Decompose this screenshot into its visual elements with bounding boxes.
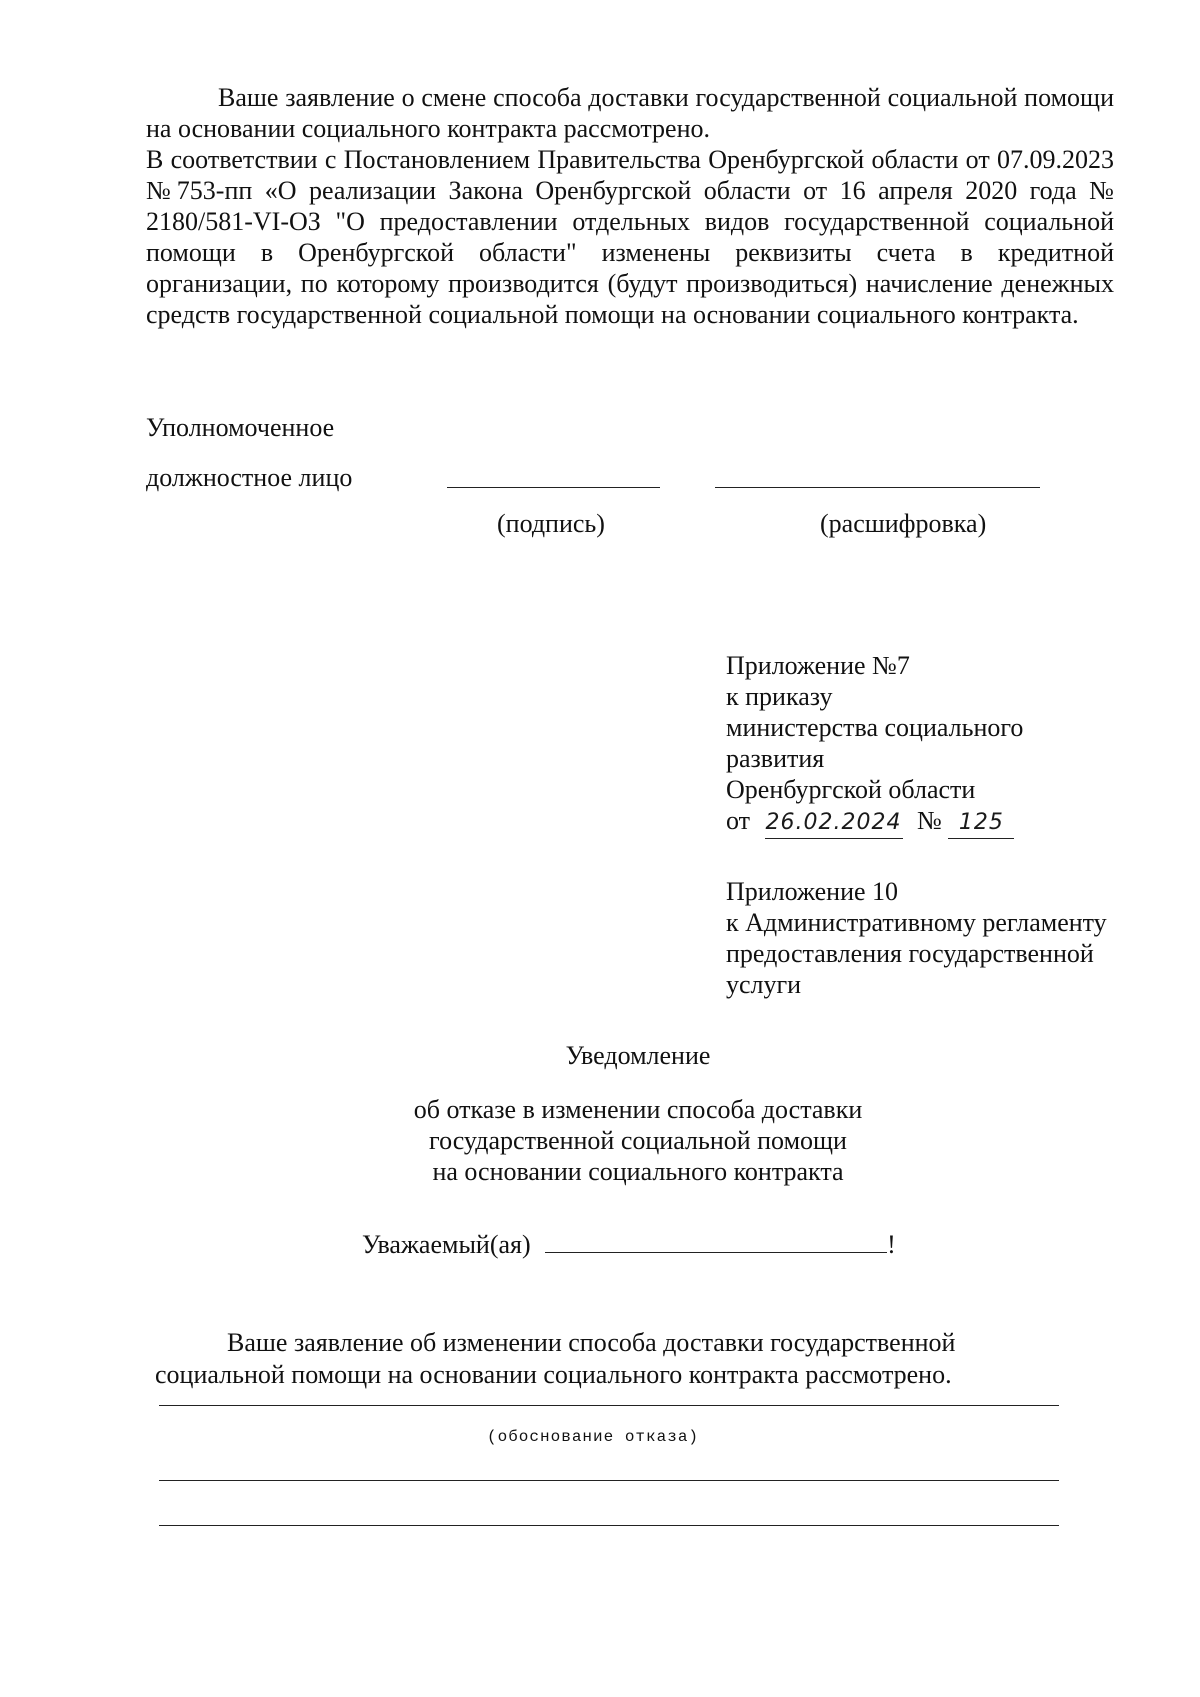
refusal-reason-line1 [159, 1405, 1059, 1406]
date-from-label: от [726, 806, 751, 835]
appendix7-line1: Приложение №7 [726, 651, 910, 680]
notice-body-line2: социальной помощи на основании социального контракта рассмотрено. [155, 1360, 952, 1389]
greeting-label: Уважаемый(ая) [362, 1230, 531, 1259]
date-handwritten: 26.02.2024 [765, 810, 902, 835]
greeting-end: ! [887, 1230, 896, 1259]
appendix7-line4: развития [726, 744, 825, 773]
decode-line [715, 487, 1040, 488]
appendix10-line3: предоставления государственной [726, 939, 1094, 968]
official-label-line2: должностное лицо [146, 463, 353, 492]
appendix10-line2: к Административному регламенту [726, 908, 1107, 937]
notice-subtitle-line2: государственной социальной помощи [429, 1126, 847, 1155]
notice-body-line1: Ваше заявление об изменении способа доставки государственной [227, 1328, 956, 1357]
appendix7-block [726, 650, 1023, 839]
appendix10-line1: Приложение 10 [726, 877, 899, 906]
notice-subtitle-line3: на основании социального контракта [432, 1157, 844, 1186]
number-handwritten: 125 [958, 810, 1004, 835]
refusal-reason-line2 [159, 1480, 1059, 1481]
notice-subtitle [0, 1094, 1200, 1187]
signature-line [447, 487, 660, 488]
recipient-name-field [545, 1228, 887, 1253]
appendix7-date-row [726, 805, 1023, 839]
greeting-row [362, 1228, 896, 1260]
refusal-reason-line3 [159, 1525, 1059, 1526]
number-field [948, 805, 1014, 839]
appendix10-block [726, 876, 1107, 1000]
appendix7-line3: министерства социального [726, 713, 1024, 742]
refusal-caption: (обоснование отказа) [487, 1428, 700, 1446]
appendix10-line4: услуги [726, 970, 802, 999]
notice-subtitle-line1: об отказе в изменении способа доставки [413, 1095, 863, 1124]
official-label-line1: Уполномоченное [146, 413, 335, 442]
signature-caption: (подпись) [497, 509, 605, 538]
decode-caption: (расшифровка) [820, 509, 987, 538]
appendix7-line2: к приказу [726, 682, 833, 711]
number-label: № [917, 806, 942, 835]
notice-paragraph-approved: Ваше заявление о смене способа доставки государственной социальной помощи на основании социального контракта рассмотрено. [146, 83, 1114, 143]
notice-paragraph-regulation: В соответствии с Постановлением Правительства Оренбургской области от 07.09.2023 №753-пп «О реализации Закона Оренбургской области от 16 апреля 2020 года № 2180/581-VI-ОЗ "О предоставлении отдельных видов государственной социальной помощи в Оренбургской области" изменены реквизиты счета в кредитной организации, по которому производится (будут производиться) начисление денежных средств государственной социальной помощи на основании социального контракта. [146, 145, 1114, 329]
notice-title: Уведомление [565, 1041, 711, 1070]
date-field [765, 805, 903, 839]
appendix7-line5: Оренбургской области [726, 775, 976, 804]
